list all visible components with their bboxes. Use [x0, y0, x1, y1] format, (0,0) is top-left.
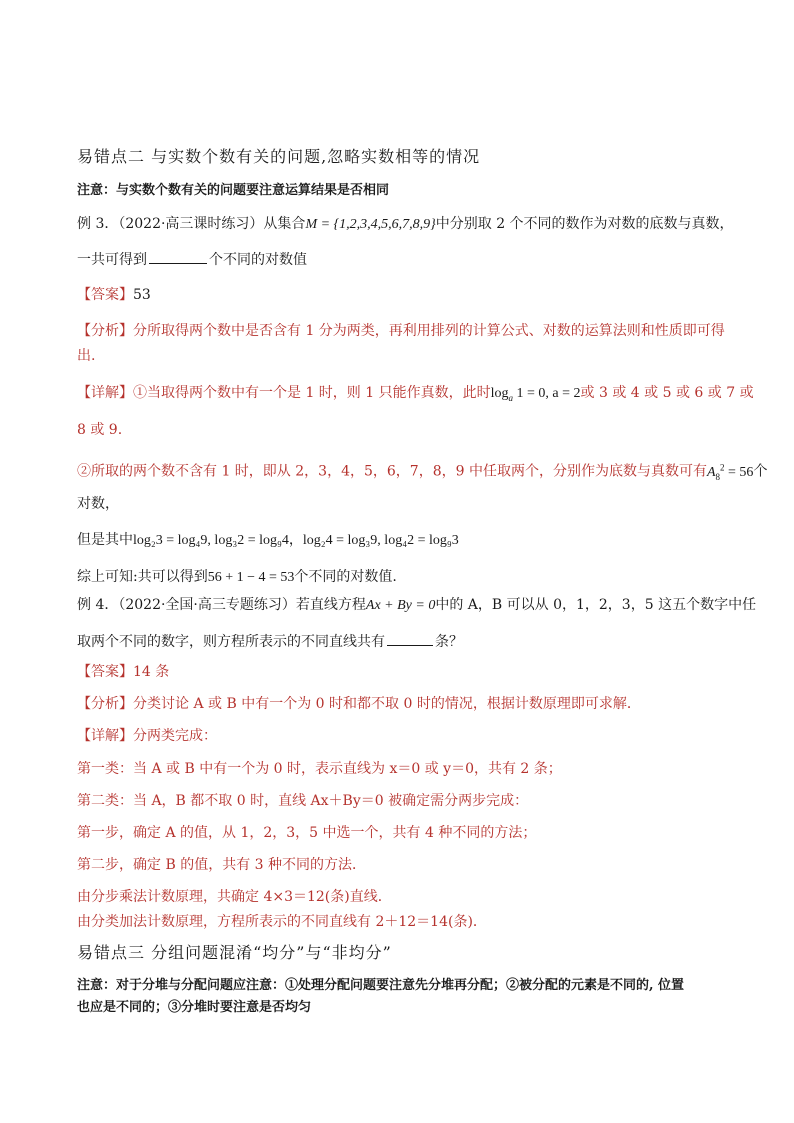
detail-label: 【详解】 [77, 385, 133, 401]
example-4-detail-line-4: 第二步，确定 B 的值，共有 3 种不同的方法． [77, 857, 366, 873]
example-4-detail-line-5: 由分步乘法计数原理，共确定 4×3＝12(条)直线． [77, 889, 392, 905]
arrangement-sup: 2 [720, 462, 725, 472]
detail-text: 分两类完成： [133, 728, 217, 744]
answer-value: 14 条 [133, 664, 170, 680]
question-text: 中的 A，B 可以从 0，1，2，3，5 这五个数字中任 [435, 597, 757, 613]
example-4-detail-line-1: 第一类：当 A 或 B 中有一个为 0 时，表示直线为 x＝0 或 y＝0，共有 2 条； [77, 761, 562, 777]
example-3-question-line-1 [77, 214, 734, 235]
example-4-answer [77, 662, 734, 682]
analysis-label: 【分析】 [77, 323, 133, 339]
detail-text: 个不同的对数值. [294, 569, 397, 585]
arrangement-value: = 56 [724, 464, 754, 480]
line-equation: Ax + By = 0 [365, 598, 436, 613]
analysis-label: 【分析】 [77, 696, 133, 712]
detail-label: 【详解】 [77, 728, 133, 744]
section-heading-2: 易错点二 与实数个数有关的问题,忽略实数相等的情况 [77, 147, 481, 166]
question-text: 条？ [435, 634, 463, 650]
log-expression: log [490, 386, 509, 401]
detail-text: 个 [753, 463, 768, 480]
example-4-detail-line-3: 第一步，确定 A 的值，从 1，2，3，5 中选一个，共有 4 种不同的方法； [77, 825, 537, 841]
section-note-3-line-2: 也应是不同的；③分堆时要注意是否均匀 [77, 1000, 312, 1015]
example-3-detail-line-1 [77, 383, 754, 408]
answer-blank [387, 632, 433, 646]
question-text: 例 4．（2022·全国·高三专题练习）若直线方程 [77, 597, 366, 613]
example-3-detail-line-5 [77, 530, 734, 551]
question-text: 取两个不同的数字，则方程所表示的不同直线共有 [77, 634, 385, 650]
analysis-text: 分类讨论 A 或 B 中有一个为 0 时和都不取 0 时的情况，根据计数原理即可求解． [133, 696, 641, 712]
question-text: 例 3．（2022·高三课时练习）从集合 [77, 216, 306, 232]
detail-text: 综上可知:共可以得到 [77, 569, 208, 585]
detail-text: 但是其中 [77, 532, 133, 548]
section-heading-3: 易错点三 分组问题混淆“均分”与“非均分” [77, 943, 392, 962]
example-4-question-line-1 [77, 595, 757, 616]
log-equalities: log₂3 = log₄9, log₃2 = log₉4，log₂4 = log₃9, log₄2 = log₉3 [133, 533, 459, 548]
log-expression: 1 = 0, a = 2 [513, 386, 581, 401]
sum-expression: 56 + 1 − 4 = 53 [207, 570, 295, 585]
example-3-detail-line-4: 对数， [77, 496, 119, 512]
example-3-detail-line-3 [77, 457, 768, 486]
analysis-text: 分所取得两个数中是否含有 1 分为两类，再利用排列的计算公式、对数的运算法则和性质即可得 [133, 323, 725, 339]
example-3-detail-line-2: 8 或 9. [77, 422, 123, 438]
example-3-conclusion [77, 567, 734, 588]
answer-label: 【答案】 [77, 287, 133, 303]
section-note-2: 注意：与实数个数有关的问题要注意运算结果是否相同 [77, 183, 390, 198]
section-note-3-line-1: 注意：对于分堆与分配问题应注意：①处理分配问题要注意先分堆再分配；②被分配的元素是不同的, 位置 [77, 978, 685, 993]
question-text: 个不同的对数值 [209, 252, 307, 268]
example-3-question-line-2 [77, 250, 734, 270]
answer-blank [149, 250, 207, 264]
example-4-detail-line-2: 第二类：当 A，B 都不取 0 时，直线 Ax＋By＝0 被确定需分两步完成： [77, 793, 529, 809]
example-4-analysis [77, 694, 734, 714]
arrangement-sub: 8 [715, 471, 721, 482]
example-4-question-line-2 [77, 632, 734, 652]
answer-value: 53 [133, 287, 151, 303]
log-base: a [508, 392, 514, 403]
question-text: 中分别取 2 个不同的数作为对数的底数与真数， [435, 216, 734, 232]
set-expression: M = {1,2,3,4,5,6,7,8,9} [305, 217, 436, 232]
detail-text: ①当取得两个数中有一个是 1 时，则 1 只能作真数，此时 [133, 385, 491, 401]
example-4-detail-line-6: 由分类加法计数原理，方程所表示的不同直线有 2＋12＝14(条)． [77, 914, 487, 930]
answer-label: 【答案】 [77, 664, 133, 680]
example-3-analysis-line-2: 出. [77, 348, 96, 364]
question-text: 一共可得到 [77, 252, 147, 268]
example-3-answer [77, 285, 734, 305]
arrangement-symbol: A [706, 464, 716, 480]
detail-text: 或 3 或 4 或 5 或 6 或 7 或 [580, 385, 754, 401]
example-4-detail-line-0 [77, 726, 734, 746]
detail-text: ②所取的两个数不含有 1 时，即从 2，3，4，5，6，7，8，9 中任取两个，分别作为底数与真数可有 [77, 463, 707, 480]
example-3-analysis-line-1 [77, 321, 734, 341]
